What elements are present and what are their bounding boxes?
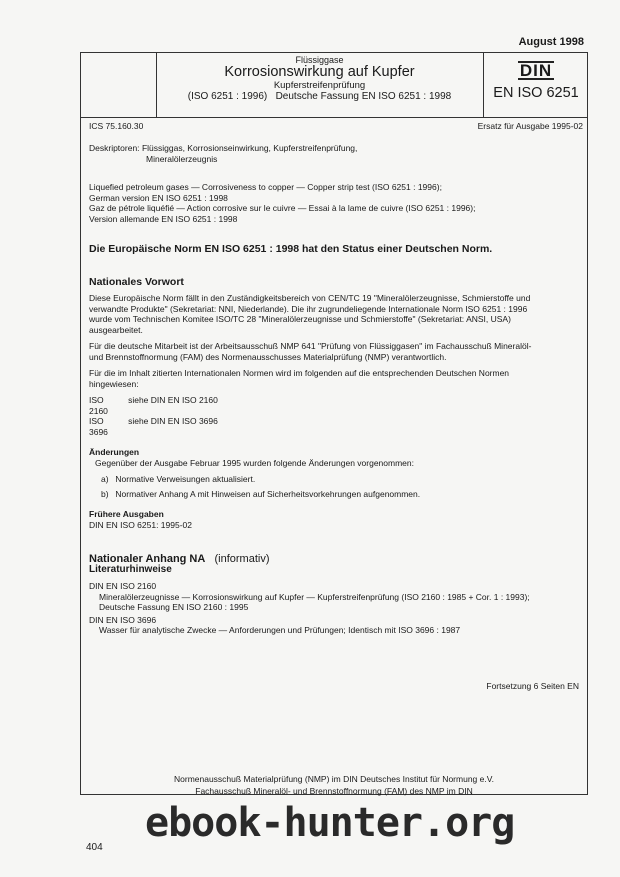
literature-entry: [89, 615, 583, 636]
text-line: verwandte Produkte" (Sekretariat: NNI, Niederlande). Die ihr zugrundeliegende Internationale Norm ISO 6251 : 1996: [89, 303, 528, 314]
text-line: und Brennstoffnormung (FAM) des Normenausschusses Materialprüfung (NMP) verantwortlich.: [89, 351, 447, 362]
change-item: [89, 489, 583, 500]
title-block-left-cell: [81, 53, 157, 117]
reference-code: ISO 3696: [89, 416, 108, 437]
reference-row: [89, 395, 583, 416]
fruehere-text: DIN EN ISO 6251: 1995-02: [89, 519, 193, 530]
vorwort-para2: [89, 341, 583, 362]
change-marker: b): [101, 488, 109, 499]
page-number: 404: [86, 842, 103, 853]
text-line: Für die deutsche Mitarbeit ist der Arbeitsausschuß NMP 641 "Prüfung von Flüssiggasen" im Fachausschuß Mineralöl-: [89, 341, 532, 351]
text-line: ausgearbeitet.: [89, 324, 143, 335]
iso-reference: [156, 91, 483, 102]
translations: [89, 182, 583, 224]
change-text: Normative Verweisungen aktualisiert.: [115, 474, 256, 484]
reference-target: siehe DIN EN ISO 2160: [128, 395, 218, 405]
reference-target: siehe DIN EN ISO 3696: [128, 416, 218, 426]
change-text: Normativer Anhang A mit Hinweisen auf Sicherheitsvorkehrungen aufgenommen.: [115, 488, 421, 499]
document-title: Korrosionswirkung auf Kupfer: [224, 64, 415, 80]
translation-line: Gaz de pétrole liquéfié — Action corrosive sur le cuivre — Essai à la lame de cuivre (ISO 6251 : 1996);: [89, 203, 476, 213]
vorwort-para1: [89, 293, 583, 335]
reference-code: ISO 2160: [89, 395, 108, 416]
vorwort-para3: [89, 368, 583, 389]
translation-line: German version EN ISO 6251 : 1998: [89, 192, 228, 203]
footer-line: Fachausschuß Mineralöl- und Brennstoffnormung (FAM) des NMP im DIN: [195, 786, 473, 796]
aenderungen-heading: Änderungen: [89, 447, 140, 457]
document-frame: [80, 52, 588, 795]
literature-code: DIN EN ISO 3696: [89, 614, 157, 625]
literature-text: Deutsche Fassung EN ISO 2160 : 1995: [99, 602, 249, 612]
din-logo: DIN: [519, 61, 553, 80]
status-statement: Die Europäische Norm EN ISO 6251 : 1998 hat den Status einer Deutschen Norm.: [89, 243, 493, 255]
standard-number: EN ISO 6251: [493, 85, 579, 101]
category-label: Flüssiggase: [295, 55, 344, 65]
descriptors: [89, 143, 583, 164]
iso-ref: (ISO 6251 : 1996): [187, 91, 268, 102]
annex-qualifier: (informativ): [214, 553, 270, 565]
text-line: wurde vom Technischen Komitee ISO/TC 28 "Mineralölerzeugnisse und Schmierstoffe" (Sekretariat: ANSI, USA): [89, 314, 511, 324]
replacement-note: Ersatz für Ausgabe 1995-02: [477, 121, 583, 131]
fruehere-heading: Frühere Ausgaben: [89, 509, 164, 519]
document-subtitle: Kupferstreifenprüfung: [273, 80, 366, 91]
literature-text: Wasser für analytische Zwecke — Anforderungen und Prüfungen; Identisch mit ISO 3696 : 1987: [99, 625, 461, 635]
ics-code: ICS 75.160.30: [89, 121, 144, 131]
issuer-footer: [81, 773, 587, 797]
literature-code: DIN EN ISO 2160: [89, 581, 157, 591]
title-block-center: [156, 53, 484, 117]
literature-text: Mineralölerzeugnisse — Korrosionswirkung auf Kupfer — Kupferstreifenprüfung (ISO 2160 : 1985 + Cor. 1 : 1993);: [99, 591, 530, 602]
meta-row: [89, 121, 583, 133]
translation-line: Version allemande EN ISO 6251 : 1998: [89, 213, 238, 224]
change-marker: a): [101, 474, 109, 484]
aenderungen-intro: Gegenüber der Ausgabe Februar 1995 wurden folgende Änderungen vorgenommen:: [95, 457, 414, 468]
translation-line: Liquefied petroleum gases — Corrosiveness to copper — Copper strip test (ISO 6251 : 1996);: [89, 182, 442, 192]
footer-line: Normenausschuß Materialprüfung (NMP) im DIN Deutsches Institut für Normung e.V.: [174, 774, 494, 784]
change-item: [89, 474, 583, 485]
title-block-right: [483, 53, 589, 117]
text-line: hingewiesen:: [89, 378, 139, 389]
descriptors-line1: Flüssiggas, Korrosionseinwirkung, Kupferstreifenprüfung,: [141, 143, 358, 153]
descriptors-line2: Mineralölerzeugnis: [146, 153, 218, 164]
reference-row: [89, 416, 583, 437]
text-line: Für die im Inhalt zitierten Internationalen Normen wird im folgenden auf die entsprechenden Deutschen Normen: [89, 368, 510, 378]
text-line: Diese Europäische Norm fällt in den Zuständigkeitsbereich von CEN/TC 19 "Mineralölerzeugnisse, Schmierstoffe und: [89, 293, 531, 303]
title-block: [81, 53, 587, 118]
annex-title: Nationaler Anhang NA: [89, 553, 206, 565]
literature-entry: [89, 581, 583, 613]
continuation-note: Fortsetzung 6 Seiten EN: [486, 681, 579, 691]
document-body: [89, 121, 583, 636]
vorwort-heading: Nationales Vorwort: [89, 275, 184, 288]
descriptors-label: Deskriptoren:: [89, 143, 140, 153]
version-ref: Deutsche Fassung EN ISO 6251 : 1998: [275, 91, 452, 102]
reference-list: [89, 395, 583, 437]
issue-date: August 1998: [518, 36, 584, 48]
annex-heading: [89, 554, 583, 565]
watermark: ebook-hunter.org: [145, 800, 515, 846]
literature-heading: Literaturhinweise: [89, 563, 172, 575]
